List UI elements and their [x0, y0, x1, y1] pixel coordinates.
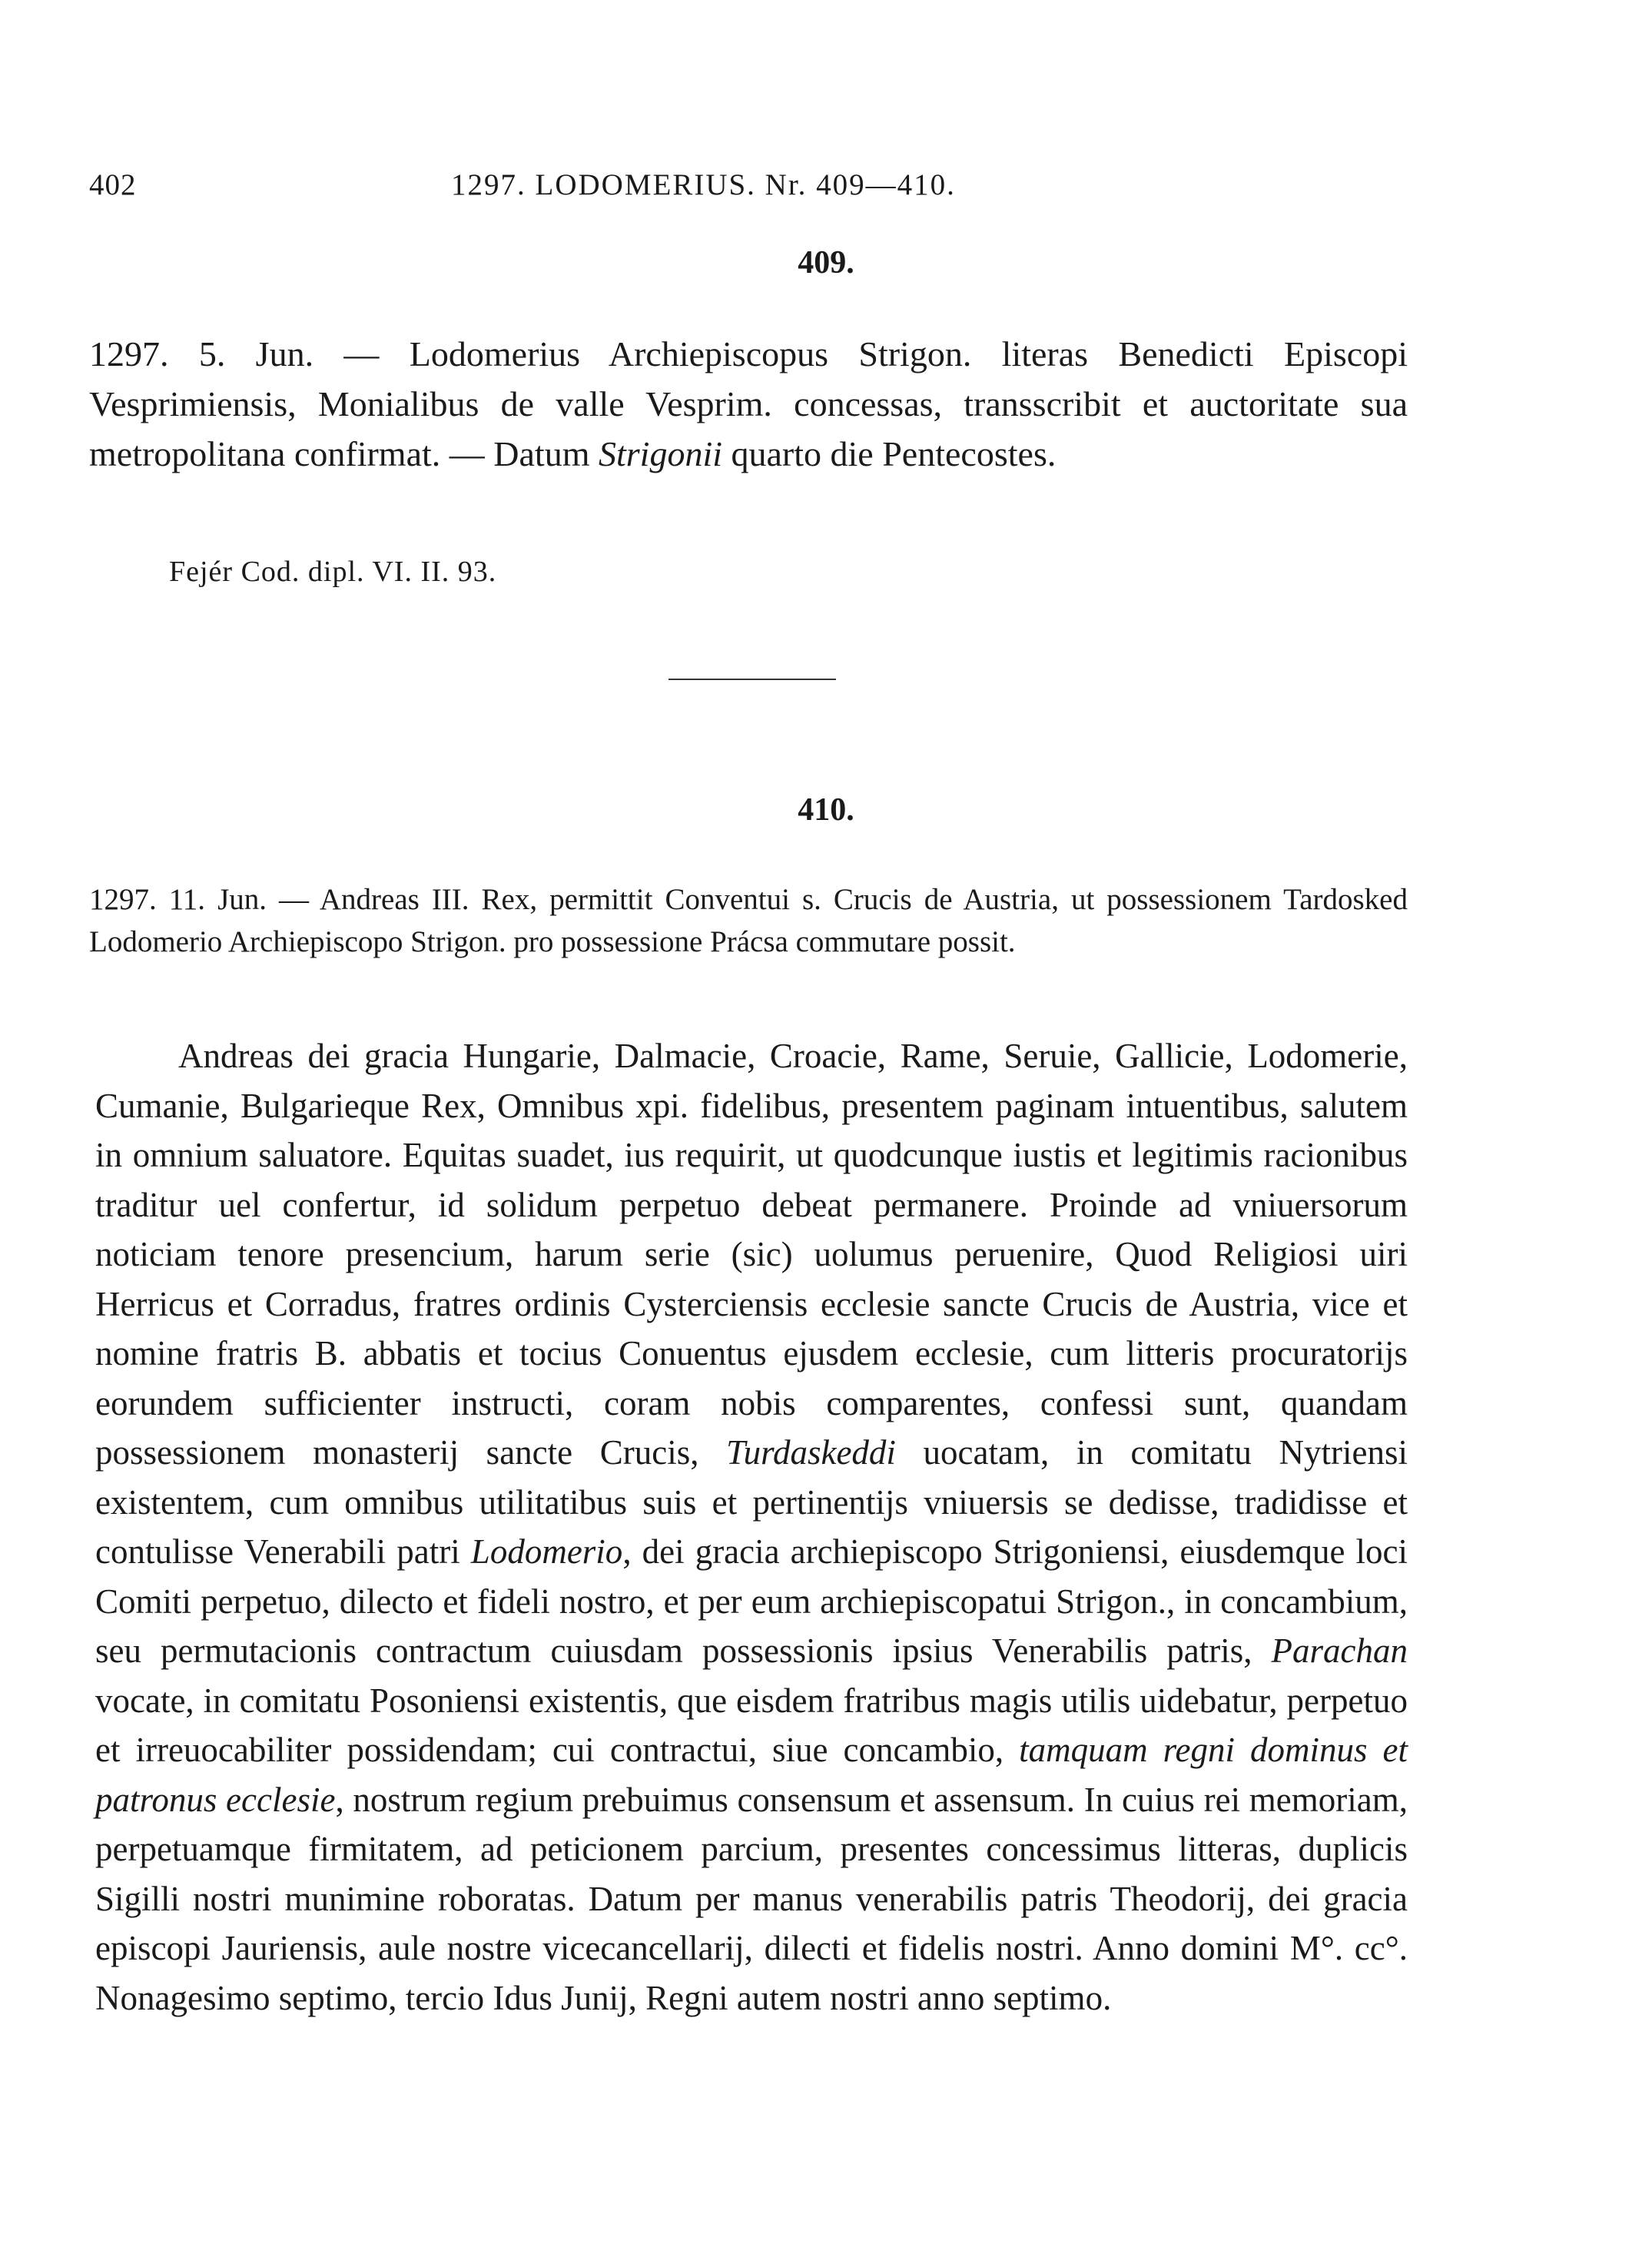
regest-409-part-3: quarto die Pentecostes.	[722, 434, 1057, 473]
page-number: 402	[89, 168, 137, 201]
charter-place-parachan: Parachan	[1271, 1631, 1408, 1670]
entry-number-410: 410.	[798, 792, 854, 828]
source-citation: Fejér Cod. dipl. VI. II. 93.	[169, 556, 497, 588]
charter-part-9: , nostrum regium prebuimus consensum et assensum. In cuius rei memoriam, perpetuamque firmitatem, ad peticionem parcium, presentes concessimus litteras, duplicis Sigilli nostri munimine roboratas. Datum per manus venerabilis patris Theodorij, dei gracia episcopi Jauriensis, aule nostre vicecancellarij, dilecti et fidelis nostri. Anno domini M°. cc°. Nonagesimo septimo, tercio Idus Junij, Regni autem nostri anno septimo.	[95, 1780, 1408, 2017]
regest-409-part-1: 1297. 5. Jun. — Lodomerius Archiepiscopus Strigon. literas Benedicti Episcopi Vesprimiensis, Monialibus de valle Vesprim. concessas, transscribit et auctoritate sua metropolitana confirmat. — Datum	[89, 334, 1408, 473]
regest-409-text	[89, 329, 1408, 479]
charter-place-turdaskeddi: Turdaskeddi	[726, 1433, 896, 1472]
running-head	[0, 168, 1652, 214]
charter-name-lodomerio: Lodomerio	[470, 1532, 623, 1571]
running-title: 1297. LODOMERIUS. Nr. 409—410.	[451, 168, 956, 201]
regest-410	[89, 878, 1408, 963]
regest-409-place: Strigonii	[598, 434, 723, 473]
charter-part-3: uocatam, in comitatu Nytriensi existentem, cum omnibus utilitatibus suis et pertinentijs vniuersis se dedisse, tradidisse et contulisse Venerabili patri	[95, 1433, 1408, 1571]
charter-part-5: , dei gracia archiepiscopo Strigoniensi, eiusdemque loci Comiti perpetuo, dilecto et fideli nostro, et per eum archiepiscopatui Strigon., in concambium, seu permutacionis contractum cuiusdam possessionis ipsius Venerabilis patris,	[95, 1532, 1408, 1670]
regest-410-text: 1297. 11. Jun. — Andreas III. Rex, permittit Conventui s. Crucis de Austria, ut possessionem Tardosked Lodomerio Archiepiscopo Strigon. pro possessione Prácsa commutare possit.	[89, 883, 1408, 958]
charter-part-7: vocate, in comitatu Posoniensi existentis, que eisdem fratribus magis utilis uidebatur, perpetuo et irreuocabiliter possidendam; cui contractui, siue concambio,	[95, 1681, 1408, 1769]
charter-part-1: Andreas dei gracia Hungarie, Dalmacie, Croacie, Rame, Seruie, Gallicie, Lodomerie, Cumanie, Bulgarieque Rex, Omnibus xpi. fidelibus, presentem paginam intuentibus, salutem in omnium saluatore. Equitas suadet, ius requirit, ut quodcunque iustis et legitimis racionibus traditur uel confertur, id solidum perpetuo debeat permanere. Proinde ad vniuersorum noticiam tenore presencium, harum serie (sic) uolumus peruenire, Quod Religiosi uiri Herricus et Corradus, fratres ordinis Cysterciensis ecclesie sancte Crucis de Austria, vice et nomine fratris B. abbatis et tocius Conuentus ejusdem ecclesie, cum litteris procuratorijs eorundem sufficienter instructi, coram nobis comparentes, confessi sunt, quandam possessionem monasterij sancte Crucis,	[95, 1037, 1408, 1472]
section-divider	[668, 679, 836, 680]
entry-number-409: 409.	[798, 245, 854, 280]
charter-text	[95, 1031, 1408, 2023]
charter-phrase-italic: tamquam regni dominus et patronus ecclesie	[95, 1731, 1408, 1819]
regest-409	[89, 329, 1408, 479]
charter-paragraph	[95, 1031, 1408, 2023]
